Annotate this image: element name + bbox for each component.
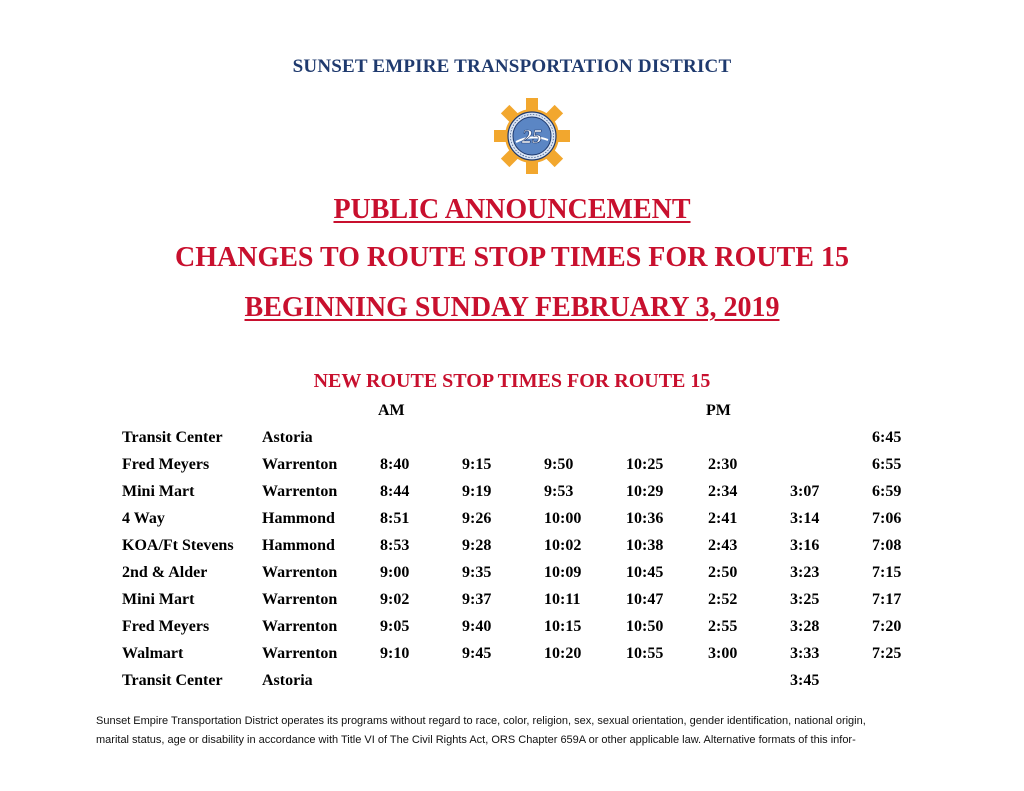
stop-time: 3:16 bbox=[790, 536, 820, 554]
district-logo bbox=[492, 96, 572, 176]
announcement-effective-date: BEGINNING SUNDAY FEBRUARY 3, 2019 bbox=[244, 292, 780, 323]
stop-time: 10:29 bbox=[626, 482, 664, 500]
stop-time: 2:52 bbox=[708, 590, 738, 608]
stop-name: Walmart bbox=[122, 644, 184, 662]
stop-time: 7:08 bbox=[872, 536, 902, 554]
stop-time: 10:15 bbox=[544, 617, 582, 635]
stop-time: 2:41 bbox=[708, 509, 738, 527]
footer-line-1: Sunset Empire Transportation District operates its programs without regard to race, color, religion, sex, sexual orientation, gender identification, national origin, bbox=[96, 715, 866, 727]
stop-time: 10:50 bbox=[626, 617, 664, 635]
stop-time: 10:02 bbox=[544, 536, 582, 554]
stop-name: Mini Mart bbox=[122, 590, 195, 608]
stop-time bbox=[462, 667, 544, 694]
stop-time bbox=[380, 667, 462, 694]
stop-time: 3:25 bbox=[790, 590, 820, 608]
stop-time: 3:23 bbox=[790, 563, 820, 581]
stop-time: 10:00 bbox=[544, 509, 582, 527]
stop-time bbox=[626, 424, 708, 451]
stop-time: 7:06 bbox=[872, 509, 902, 527]
stop-time: 8:53 bbox=[380, 536, 410, 554]
stop-city: Warrenton bbox=[262, 590, 338, 608]
stop-time bbox=[380, 424, 462, 451]
anniversary-seal-icon bbox=[492, 96, 572, 176]
stop-time: 8:51 bbox=[380, 509, 410, 527]
stop-name: Fred Meyers bbox=[122, 617, 210, 635]
stop-time: 2:30 bbox=[708, 455, 738, 473]
stop-city: Astoria bbox=[262, 671, 313, 689]
stop-time: 10:45 bbox=[626, 563, 664, 581]
stop-time: 10:36 bbox=[626, 509, 664, 527]
stop-time: 2:55 bbox=[708, 617, 738, 635]
stop-time bbox=[462, 424, 544, 451]
stop-time: 8:40 bbox=[380, 455, 410, 473]
stop-name: 2nd & Alder bbox=[122, 563, 208, 581]
stop-city: Hammond bbox=[262, 509, 335, 527]
stop-time: 3:28 bbox=[790, 617, 820, 635]
schedule-row bbox=[118, 667, 912, 694]
stop-time: 2:50 bbox=[708, 563, 738, 581]
schedule-row bbox=[118, 478, 912, 505]
stop-time: 7:25 bbox=[872, 644, 902, 662]
stop-time bbox=[544, 667, 626, 694]
stop-time: 9:00 bbox=[380, 563, 410, 581]
stop-name: KOA/Ft Stevens bbox=[122, 536, 234, 554]
stop-time: 9:15 bbox=[462, 455, 492, 473]
stop-time: 2:34 bbox=[708, 482, 738, 500]
stop-time: 9:10 bbox=[380, 644, 410, 662]
stop-name: Mini Mart bbox=[122, 482, 195, 500]
stop-time: 9:53 bbox=[544, 482, 574, 500]
nondiscrimination-notice bbox=[96, 712, 956, 750]
stop-city: Warrenton bbox=[262, 455, 338, 473]
schedule-row bbox=[118, 586, 912, 613]
stop-time: 3:00 bbox=[708, 644, 738, 662]
stop-time: 9:02 bbox=[380, 590, 410, 608]
stop-city: Hammond bbox=[262, 536, 335, 554]
stop-time: 10:09 bbox=[544, 563, 582, 581]
stop-city: Warrenton bbox=[262, 482, 338, 500]
stop-time: 3:14 bbox=[790, 509, 820, 527]
stop-time bbox=[708, 424, 790, 451]
am-label: AM bbox=[378, 402, 405, 419]
stop-time bbox=[626, 667, 708, 694]
stop-time: 8:44 bbox=[380, 482, 410, 500]
stop-time: 9:19 bbox=[462, 482, 492, 500]
stop-time: 10:47 bbox=[626, 590, 664, 608]
stop-time bbox=[544, 424, 626, 451]
stop-name: Transit Center bbox=[122, 428, 223, 446]
announcement-subject: CHANGES TO ROUTE STOP TIMES FOR ROUTE 15 bbox=[175, 242, 849, 273]
stop-time: 9:45 bbox=[462, 644, 492, 662]
schedule-row bbox=[118, 640, 912, 667]
stop-city: Astoria bbox=[262, 428, 313, 446]
stop-city: Warrenton bbox=[262, 563, 338, 581]
stop-time: 10:38 bbox=[626, 536, 664, 554]
schedule-row bbox=[118, 424, 912, 451]
schedule-title: NEW ROUTE STOP TIMES FOR ROUTE 15 bbox=[313, 370, 711, 392]
schedule-row bbox=[118, 505, 912, 532]
stop-time: 3:07 bbox=[790, 482, 820, 500]
stop-time: 3:45 bbox=[790, 671, 820, 689]
schedule-row bbox=[118, 532, 912, 559]
stop-time: 9:50 bbox=[544, 455, 574, 473]
schedule-row bbox=[118, 613, 912, 640]
stop-time: 9:28 bbox=[462, 536, 492, 554]
stop-time: 2:43 bbox=[708, 536, 738, 554]
stop-time: 10:20 bbox=[544, 644, 582, 662]
announcement-heading: PUBLIC ANNOUNCEMENT bbox=[333, 194, 691, 225]
stop-name: 4 Way bbox=[122, 509, 165, 527]
pm-label: PM bbox=[706, 402, 731, 419]
stop-time bbox=[790, 424, 872, 451]
stop-city: Warrenton bbox=[262, 617, 338, 635]
stop-time: 9:35 bbox=[462, 563, 492, 581]
stop-time: 10:25 bbox=[626, 455, 664, 473]
stop-time bbox=[708, 667, 790, 694]
stop-time: 9:26 bbox=[462, 509, 492, 527]
organization-title: SUNSET EMPIRE TRANSPORTATION DISTRICT bbox=[292, 56, 732, 77]
stop-time: 7:17 bbox=[872, 590, 902, 608]
stop-time: 10:55 bbox=[626, 644, 664, 662]
stop-time: 10:11 bbox=[544, 590, 581, 608]
stop-time: 7:20 bbox=[872, 617, 902, 635]
schedule-table bbox=[118, 424, 912, 694]
stop-time bbox=[872, 667, 912, 694]
schedule-row bbox=[118, 559, 912, 586]
stop-time: 6:45 bbox=[872, 428, 902, 446]
stop-time: 9:05 bbox=[380, 617, 410, 635]
stop-time: 9:40 bbox=[462, 617, 492, 635]
stop-time: 6:55 bbox=[872, 455, 902, 473]
stop-time bbox=[790, 451, 872, 478]
footer-line-2: marital status, age or disability in accordance with Title VI of The Civil Rights Act, ORS Chapter 659A or other applicable law. Alternative formats of this infor- bbox=[96, 734, 856, 746]
stop-time: 7:15 bbox=[872, 563, 902, 581]
stop-city: Warrenton bbox=[262, 644, 338, 662]
stop-time: 9:37 bbox=[462, 590, 492, 608]
stop-time: 6:59 bbox=[872, 482, 902, 500]
stop-time: 3:33 bbox=[790, 644, 820, 662]
logo-number: 25 bbox=[522, 126, 542, 148]
stop-name: Fred Meyers bbox=[122, 455, 210, 473]
schedule-row bbox=[118, 451, 912, 478]
stop-name: Transit Center bbox=[122, 671, 223, 689]
